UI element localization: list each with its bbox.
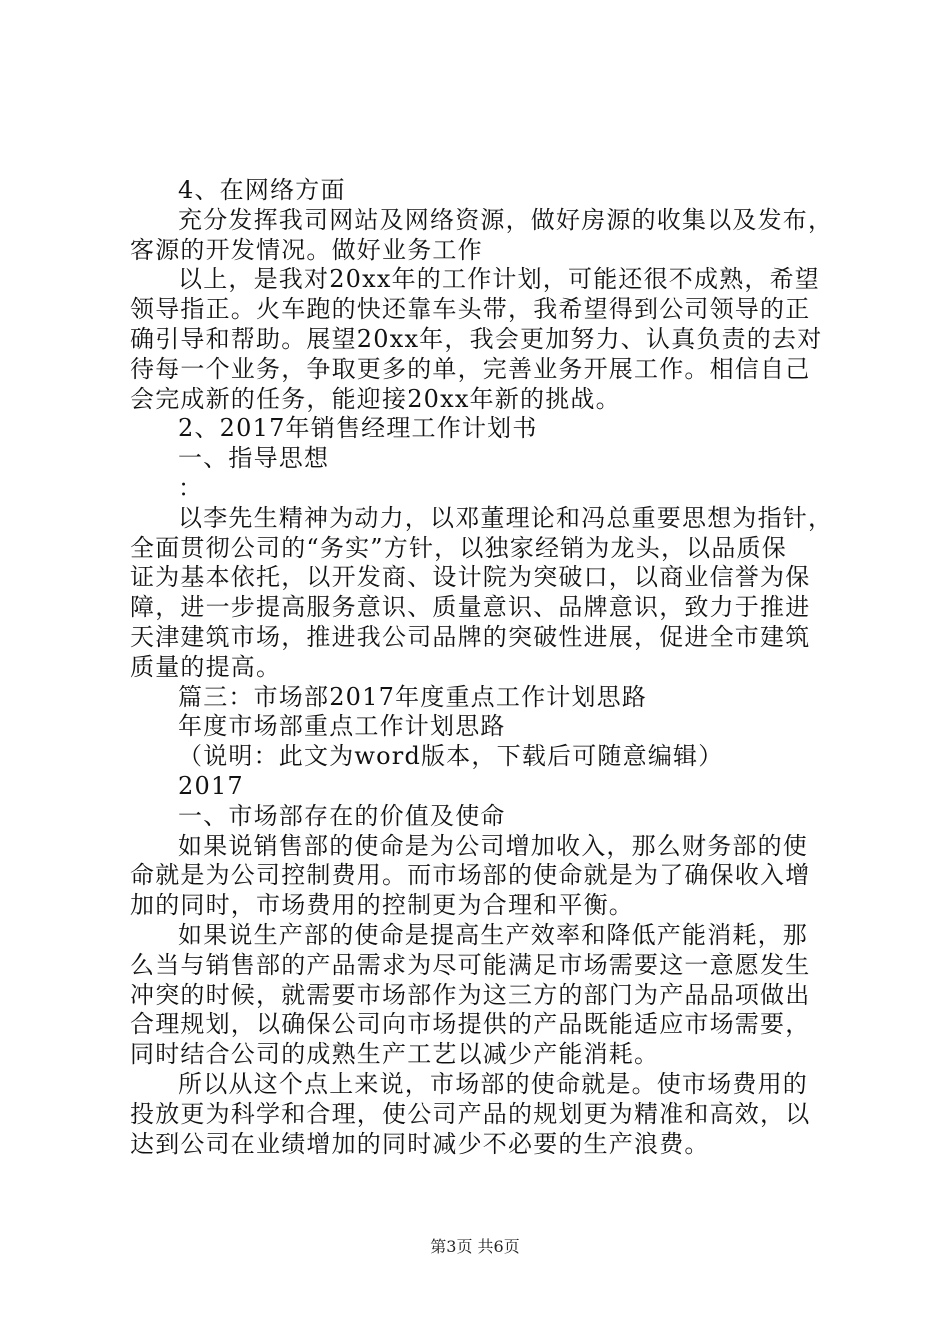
text-line: 2017: [178, 771, 244, 800]
text-line: 如果说生产部的使命是提高生产效率和降低产能消耗，那: [178, 920, 808, 949]
text-line: 以李先生精神为动力，以邓董理论和冯总重要思想为指针，: [178, 503, 834, 532]
text-line: 所以从这个点上来说，市场部的使命就是。使市场费用的: [178, 1069, 808, 1098]
text-line: 加的同时，市场费用的控制更为合理和平衡。: [130, 891, 634, 920]
text-line: 领导指正。火车跑的快还靠车头带，我希望得到公司领导的正: [130, 295, 811, 324]
text-line: 待每一个业务，争取更多的单，完善业务开展工作。相信自己: [130, 354, 811, 383]
text-line: 合理规划，以确保公司向市场提供的产品既能适应市场需要，: [130, 1010, 811, 1039]
text-line: 障，进一步提高服务意识、质量意识、品牌意识，致力于推进: [130, 593, 811, 622]
text-line: 如果说销售部的使命是为公司增加收入，那么财务部的使: [178, 831, 808, 860]
text-line: 以上，是我对20xx年的工作计划，可能还很不成熟，希望: [178, 265, 821, 294]
text-line: 年度市场部重点工作计划思路: [178, 712, 506, 741]
text-line: 充分发挥我司网站及网络资源，做好房源的收集以及发布，: [178, 205, 834, 234]
text-line: 命就是为公司控制费用。而市场部的使命就是为了确保收入增: [130, 861, 811, 890]
text-line: 天津建筑市场，推进我公司品牌的突破性进展，促进全市建筑: [130, 622, 811, 651]
text-line: ：: [178, 473, 204, 502]
document-body: [130, 176, 834, 1159]
text-line: 会完成新的任务，能迎接20xx年新的挑战。: [130, 384, 621, 413]
text-line: 质量的提高。: [130, 652, 282, 681]
text-line: 客源的开发情况。做好业务工作: [130, 235, 483, 264]
text-line: 一、指导思想: [178, 444, 330, 473]
text-line: 一、市场部存在的价值及使命: [178, 801, 506, 830]
text-line: 2、2017年销售经理工作计划书: [178, 414, 538, 443]
text-line: 篇三：市场部2017年度重点工作计划思路: [178, 682, 648, 711]
text-line: 证为基本依托，以开发商、设计院为突破口，以商业信誉为保: [130, 563, 811, 592]
page-footer: 第3页 共6页: [430, 1237, 520, 1256]
text-line: 全面贯彻公司的“务实”方针，以独家经销为龙头，以品质保: [130, 533, 787, 562]
text-line: 达到公司在业绩增加的同时减少不必要的生产浪费。: [130, 1129, 710, 1158]
text-line: 同时结合公司的成熟生产工艺以减少产能消耗。: [130, 1040, 660, 1069]
text-line: （说明：此文为word版本，下载后可随意编辑）: [178, 742, 724, 771]
text-line: 冲突的时候，就需要市场部作为这三方的部门为产品品项做出: [130, 980, 811, 1009]
text-line: 4、在网络方面: [178, 176, 346, 204]
text-line: 确引导和帮助。展望20xx年，我会更加努力、认真负责的去对: [130, 324, 823, 353]
text-line: 么当与销售部的产品需求为尽可能满足市场需要这一意愿发生: [130, 950, 811, 979]
text-line: 投放更为科学和合理，使公司产品的规划更为精准和高效，以: [130, 1099, 811, 1128]
